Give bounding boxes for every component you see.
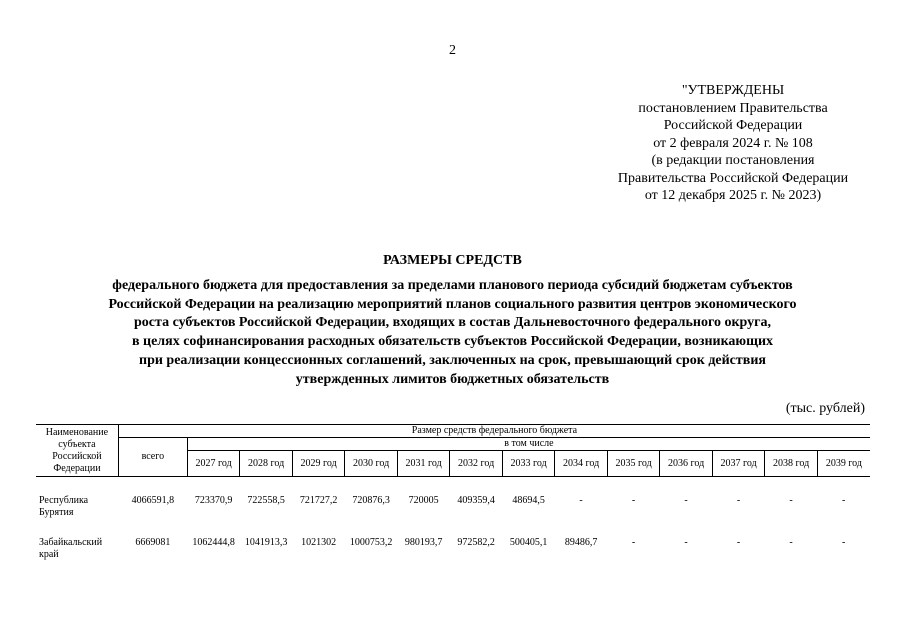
subtitle-line: при реализации концессионных соглашений, заключенных на срок, превышающий срок действия bbox=[139, 352, 766, 368]
subtitle-line: утвержденных лимитов бюджетных обязательств bbox=[295, 371, 610, 387]
year-value: - bbox=[684, 495, 688, 506]
budget-table bbox=[36, 424, 870, 561]
year-value: 1000753,2 bbox=[349, 537, 393, 548]
region-name: Забайкальский край bbox=[39, 537, 103, 560]
region-name: Республика Бурятия bbox=[39, 495, 89, 518]
year-header: 2031 год bbox=[397, 451, 450, 477]
approval-line: от 2 февраля 2024 г. № 108 bbox=[653, 135, 813, 151]
year-header: 2034 год bbox=[555, 451, 608, 477]
year-value: - bbox=[631, 495, 636, 506]
year-value: 972582,2 bbox=[457, 537, 495, 548]
year-value: - bbox=[631, 537, 636, 548]
funds-header: Размер средств федерального бюджета bbox=[118, 425, 870, 438]
year-header: 2037 год bbox=[712, 451, 765, 477]
year-header: 2027 год bbox=[187, 451, 240, 477]
year-header: 2029 год bbox=[292, 451, 345, 477]
year-value: - bbox=[789, 537, 793, 548]
year-value: - bbox=[579, 495, 583, 506]
approval-line: Российской Федерации bbox=[663, 118, 803, 133]
year-header: 2036 год bbox=[660, 451, 713, 477]
total-value: 4066591,8 bbox=[131, 495, 175, 506]
approval-line: Правительства Российской Федерации bbox=[617, 170, 849, 186]
year-value: 500405,1 bbox=[509, 537, 548, 548]
year-value: 723370,9 bbox=[194, 495, 233, 506]
year-value: - bbox=[841, 537, 846, 548]
document-title: РАЗМЕРЫ СРЕДСТВ bbox=[383, 253, 522, 268]
year-value: 48694,5 bbox=[512, 495, 545, 506]
year-header: 2028 год bbox=[240, 451, 293, 477]
year-value: 980193,7 bbox=[404, 537, 443, 548]
units-label: (тыс. рублей) bbox=[785, 401, 865, 416]
table-row bbox=[36, 495, 870, 519]
document-subtitle bbox=[60, 277, 845, 389]
subtitle-line: в целях софинансирования расходных обязательств субъектов Российской Федерации, возникающих bbox=[131, 334, 774, 350]
year-header: 2039 год bbox=[817, 451, 870, 477]
year-value: 89486,7 bbox=[564, 537, 598, 548]
year-value: 1021302 bbox=[301, 537, 337, 548]
year-value: 720005 bbox=[408, 495, 439, 506]
year-value: 722558,5 bbox=[247, 495, 285, 506]
year-value: 721727,2 bbox=[299, 495, 338, 506]
year-value: - bbox=[841, 495, 846, 506]
subtitle-line: Российской Федерации на реализацию мероприятий планов социального развития центров экономического bbox=[108, 296, 797, 312]
including-header: в том числе bbox=[187, 438, 870, 451]
year-header: 2032 год bbox=[450, 451, 503, 477]
region-column-header: Наименование субъекта Российской Федерации bbox=[36, 425, 118, 477]
subtitle-line: федерального бюджета для предоставления за пределами планового периода субсидий бюджетам субъектов bbox=[112, 278, 793, 293]
year-value: - bbox=[736, 495, 741, 506]
year-value: 1041913,3 bbox=[244, 537, 288, 548]
year-value: 409359,4 bbox=[457, 495, 495, 506]
approval-line: от 12 декабря 2025 г. № 2023) bbox=[644, 188, 822, 203]
total-value: 6669081 bbox=[135, 537, 171, 548]
page-number: 2 bbox=[449, 43, 456, 58]
table-row bbox=[36, 537, 870, 561]
year-header: 2035 год bbox=[607, 451, 660, 477]
year-value: 720876,3 bbox=[352, 495, 390, 506]
approval-line: "УТВЕРЖДЕНЫ bbox=[681, 83, 785, 98]
approval-line: (в редакции постановления bbox=[651, 153, 815, 168]
approval-line: постановлением Правительства bbox=[638, 100, 828, 116]
year-value: - bbox=[789, 495, 793, 506]
year-value: - bbox=[736, 537, 741, 548]
year-header: 2030 год bbox=[345, 451, 398, 477]
year-header: 2033 год bbox=[502, 451, 555, 477]
approval-block bbox=[588, 82, 878, 205]
year-header: 2038 год bbox=[765, 451, 818, 477]
total-column-header: всего bbox=[118, 438, 187, 477]
subtitle-line: роста субъектов Российской Федерации, входящих в состав Дальневосточного федерального округа, bbox=[134, 315, 771, 331]
year-value: - bbox=[684, 537, 688, 548]
year-value: 1062444,8 bbox=[192, 537, 235, 548]
